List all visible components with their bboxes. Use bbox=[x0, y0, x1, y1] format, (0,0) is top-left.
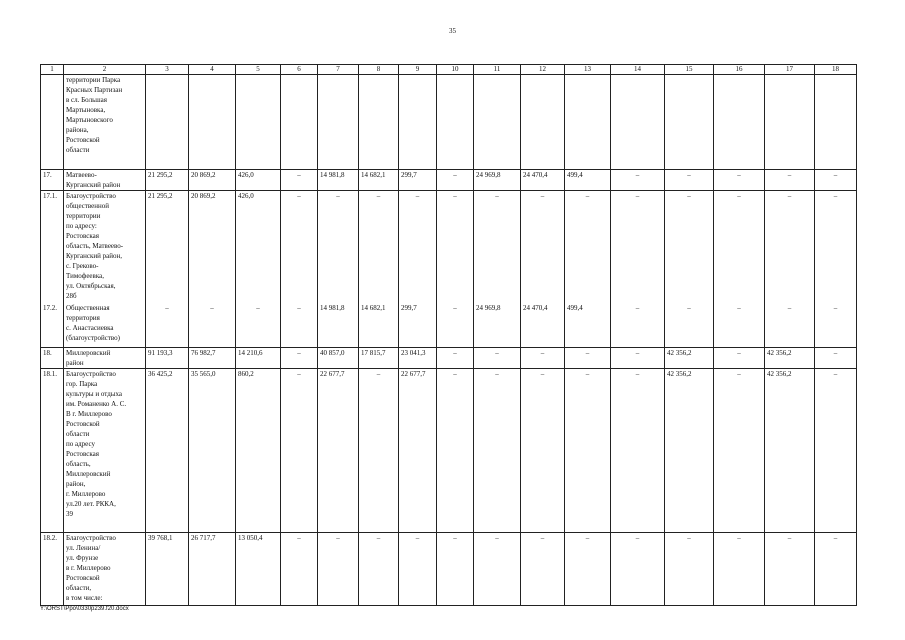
value-cell: – bbox=[521, 191, 565, 303]
value-cell: 42 356,2 bbox=[765, 369, 815, 533]
value-cell: – bbox=[815, 533, 857, 606]
value-cell: 13 050,4 bbox=[236, 533, 281, 606]
table-row bbox=[41, 170, 857, 191]
value-cell: – bbox=[565, 369, 611, 533]
value-cell: – bbox=[565, 348, 611, 369]
value-cell: – bbox=[474, 533, 521, 606]
value-cell: – bbox=[815, 369, 857, 533]
column-header-2: 2 bbox=[64, 65, 146, 75]
table-row bbox=[41, 369, 857, 533]
value-cell: 17 815,7 bbox=[359, 348, 399, 369]
value-cell: – bbox=[815, 303, 857, 348]
value-cell: – bbox=[281, 369, 318, 533]
value-cell: – bbox=[714, 348, 765, 369]
row-name-cell: Благоустройство ул. Ленина/ ул. Фрунзе в г. Миллерово Ростовской области, в том числе: bbox=[64, 533, 146, 606]
value-cell: – bbox=[437, 533, 474, 606]
row-name-cell: Благоустройство гор. Парка культуры и отдыха им. Романенко А. С. В г. Миллерово Ростовской области по адресу Ростовская область, Миллеровский район, г. Миллерово ул.20 лет. РККА, 39 bbox=[64, 369, 146, 533]
value-cell: – bbox=[281, 191, 318, 303]
value-cell bbox=[437, 75, 474, 170]
value-cell: – bbox=[765, 533, 815, 606]
value-cell: – bbox=[765, 191, 815, 303]
column-header-6: 6 bbox=[281, 65, 318, 75]
value-cell: – bbox=[318, 533, 359, 606]
value-cell: – bbox=[359, 191, 399, 303]
value-cell: 36 425,2 bbox=[146, 369, 189, 533]
column-header-8: 8 bbox=[359, 65, 399, 75]
value-cell bbox=[318, 75, 359, 170]
row-name-cell: Матвеево- Курганский район bbox=[64, 170, 146, 191]
value-cell: – bbox=[714, 170, 765, 191]
value-cell: 499,4 bbox=[565, 303, 611, 348]
value-cell: – bbox=[318, 191, 359, 303]
value-cell: – bbox=[281, 348, 318, 369]
value-cell: – bbox=[281, 303, 318, 348]
value-cell bbox=[611, 75, 665, 170]
value-cell: – bbox=[665, 303, 714, 348]
value-cell: – bbox=[437, 303, 474, 348]
value-cell: 14 682,1 bbox=[359, 303, 399, 348]
value-cell: – bbox=[714, 533, 765, 606]
table-row bbox=[41, 533, 857, 606]
header-row bbox=[41, 65, 857, 75]
value-cell: 299,7 bbox=[399, 170, 437, 191]
value-cell: 14 981,8 bbox=[318, 170, 359, 191]
value-cell: – bbox=[474, 369, 521, 533]
value-cell: – bbox=[665, 191, 714, 303]
row-number-cell bbox=[41, 75, 64, 170]
value-cell bbox=[665, 75, 714, 170]
value-cell: – bbox=[437, 348, 474, 369]
value-cell: – bbox=[437, 369, 474, 533]
value-cell: 23 041,3 bbox=[399, 348, 437, 369]
value-cell bbox=[399, 75, 437, 170]
value-cell: 24 470,4 bbox=[521, 170, 565, 191]
value-cell: 21 295,2 bbox=[146, 170, 189, 191]
value-cell bbox=[765, 75, 815, 170]
value-cell: 860,2 bbox=[236, 369, 281, 533]
column-header-17: 17 bbox=[765, 65, 815, 75]
value-cell: – bbox=[611, 533, 665, 606]
value-cell: – bbox=[714, 191, 765, 303]
value-cell: – bbox=[521, 348, 565, 369]
value-cell: 22 677,7 bbox=[399, 369, 437, 533]
value-cell: – bbox=[521, 533, 565, 606]
value-cell: 24 969,8 bbox=[474, 303, 521, 348]
value-cell: – bbox=[765, 303, 815, 348]
value-cell: 26 717,7 bbox=[189, 533, 236, 606]
value-cell: – bbox=[815, 191, 857, 303]
value-cell: 499,4 bbox=[565, 170, 611, 191]
value-cell: – bbox=[521, 369, 565, 533]
value-cell: 14 682,1 bbox=[359, 170, 399, 191]
value-cell: – bbox=[665, 533, 714, 606]
value-cell: – bbox=[437, 191, 474, 303]
column-header-11: 11 bbox=[474, 65, 521, 75]
column-header-3: 3 bbox=[146, 65, 189, 75]
row-number-cell: 18.1. bbox=[41, 369, 64, 533]
value-cell: – bbox=[611, 303, 665, 348]
value-cell: 35 565,0 bbox=[189, 369, 236, 533]
value-cell bbox=[281, 75, 318, 170]
value-cell: – bbox=[474, 348, 521, 369]
value-cell: 22 677,7 bbox=[318, 369, 359, 533]
value-cell bbox=[189, 75, 236, 170]
column-header-18: 18 bbox=[815, 65, 857, 75]
value-cell bbox=[714, 75, 765, 170]
budget-table-container bbox=[40, 64, 839, 606]
value-cell: – bbox=[815, 348, 857, 369]
value-cell bbox=[565, 75, 611, 170]
value-cell: – bbox=[611, 348, 665, 369]
value-cell: – bbox=[611, 369, 665, 533]
budget-table bbox=[40, 64, 857, 606]
table-row bbox=[41, 75, 857, 170]
table-row bbox=[41, 303, 857, 348]
value-cell bbox=[236, 75, 281, 170]
value-cell: – bbox=[714, 369, 765, 533]
value-cell: – bbox=[281, 533, 318, 606]
row-number-cell: 17.2. bbox=[41, 303, 64, 348]
value-cell: 426,0 bbox=[236, 170, 281, 191]
value-cell: – bbox=[714, 303, 765, 348]
table-row bbox=[41, 191, 857, 303]
value-cell: – bbox=[665, 170, 714, 191]
value-cell: – bbox=[236, 303, 281, 348]
row-number-cell: 18. bbox=[41, 348, 64, 369]
value-cell: – bbox=[765, 170, 815, 191]
value-cell bbox=[146, 75, 189, 170]
value-cell: – bbox=[611, 170, 665, 191]
column-header-1: 1 bbox=[41, 65, 64, 75]
value-cell: 20 869,2 bbox=[189, 170, 236, 191]
column-header-7: 7 bbox=[318, 65, 359, 75]
row-name-cell: территории Парка Красных Партизан в сл. Большая Мартыновка, Мартыновского района, Ростовской области bbox=[64, 75, 146, 170]
value-cell bbox=[359, 75, 399, 170]
value-cell: – bbox=[565, 533, 611, 606]
row-number-cell: 17. bbox=[41, 170, 64, 191]
row-number-cell: 18.2. bbox=[41, 533, 64, 606]
value-cell: 42 356,2 bbox=[765, 348, 815, 369]
value-cell: – bbox=[815, 170, 857, 191]
value-cell: 42 356,2 bbox=[665, 369, 714, 533]
value-cell: – bbox=[359, 533, 399, 606]
value-cell: 91 193,3 bbox=[146, 348, 189, 369]
value-cell: 40 857,0 bbox=[318, 348, 359, 369]
value-cell: – bbox=[146, 303, 189, 348]
row-name-cell: Миллеровский район bbox=[64, 348, 146, 369]
table-body bbox=[41, 75, 857, 606]
row-name-cell: Общественная территория с. Анастасиевка (благоустройство) bbox=[64, 303, 146, 348]
value-cell: 20 869,2 bbox=[189, 191, 236, 303]
value-cell: – bbox=[399, 191, 437, 303]
value-cell: 299,7 bbox=[399, 303, 437, 348]
value-cell: 14 210,6 bbox=[236, 348, 281, 369]
value-cell: 39 768,1 bbox=[146, 533, 189, 606]
value-cell: – bbox=[437, 170, 474, 191]
footer-file-path: Y:\ORST\Ppo\0330p239.f20.docx bbox=[40, 606, 129, 612]
value-cell: 42 356,2 bbox=[665, 348, 714, 369]
column-header-15: 15 bbox=[665, 65, 714, 75]
value-cell bbox=[474, 75, 521, 170]
value-cell: – bbox=[281, 170, 318, 191]
column-header-12: 12 bbox=[521, 65, 565, 75]
value-cell bbox=[815, 75, 857, 170]
column-header-16: 16 bbox=[714, 65, 765, 75]
value-cell: – bbox=[189, 303, 236, 348]
value-cell: – bbox=[611, 191, 665, 303]
value-cell: – bbox=[399, 533, 437, 606]
column-header-5: 5 bbox=[236, 65, 281, 75]
column-header-4: 4 bbox=[189, 65, 236, 75]
value-cell: 21 295,2 bbox=[146, 191, 189, 303]
row-name-cell: Благоустройство общественной территории по адресу: Ростовская область, Матвеево- Курганский район, с. Греково- Тимофеевка, ул. Октябрьская, 28б bbox=[64, 191, 146, 303]
page-number: 35 bbox=[449, 27, 456, 35]
row-number-cell: 17.1. bbox=[41, 191, 64, 303]
value-cell: – bbox=[359, 369, 399, 533]
value-cell: 14 981,8 bbox=[318, 303, 359, 348]
column-header-13: 13 bbox=[565, 65, 611, 75]
value-cell: – bbox=[565, 191, 611, 303]
value-cell: – bbox=[474, 191, 521, 303]
value-cell: 24 470,4 bbox=[521, 303, 565, 348]
table-row bbox=[41, 348, 857, 369]
value-cell: 24 969,8 bbox=[474, 170, 521, 191]
column-header-10: 10 bbox=[437, 65, 474, 75]
column-header-14: 14 bbox=[611, 65, 665, 75]
value-cell bbox=[521, 75, 565, 170]
value-cell: 426,0 bbox=[236, 191, 281, 303]
column-header-9: 9 bbox=[399, 65, 437, 75]
value-cell: 76 982,7 bbox=[189, 348, 236, 369]
